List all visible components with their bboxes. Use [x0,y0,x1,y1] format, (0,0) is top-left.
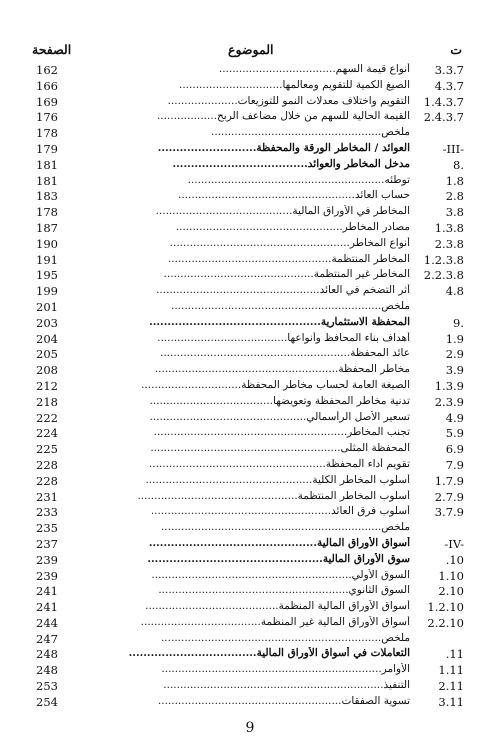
toc-entry-title: المخاطر غير المنتظمة............................................. [163,268,410,281]
toc-page-number: 239 [36,568,58,583]
toc-section-number: 8. [453,157,464,172]
toc-section-number: 3.11 [438,694,464,709]
toc-page-number: 204 [36,331,58,346]
toc-section-number: 2.11 [438,679,464,694]
toc-entry-title: أنواع المخاطر...................................................... [169,236,410,249]
toc-entry-title: أسواق الأوراق المالية غير المنظمة.................................... [140,615,410,628]
toc-entry-title: ملخص................................................... [211,126,410,139]
toc-row [28,157,468,173]
toc-row [28,678,468,694]
toc-entry-title: أسواق الأوراق المالية.............................................. [148,536,410,549]
toc-section-number: 1.11 [438,663,464,678]
toc-row [28,299,468,315]
toc-page-number: 181 [36,173,58,188]
toc-section-number: 2.2.3.8 [423,268,464,283]
toc-row [28,362,468,378]
toc-page-number: 191 [36,252,58,267]
toc-page-number: 181 [36,157,58,172]
toc-section-number: 4.3.7 [434,78,464,93]
toc-row [28,62,468,78]
toc-page-number: 228 [36,473,58,488]
toc-row [28,457,468,473]
toc-section-number: 6.9 [445,442,464,457]
toc-section-number: 2.3.9 [434,394,464,409]
toc-page-number: 218 [36,394,58,409]
toc-entry-title: الصيغة العامة لحساب مخاطر المحفظة.............................. [141,378,410,391]
toc-page-number: 199 [36,284,58,299]
toc-entry-title: الأوامر.................................................................. [161,663,410,676]
toc-page-number: 208 [36,363,58,378]
toc-section-number: 7.9 [445,457,464,472]
toc-entry-title: التنفيذ.................................................................. [163,679,410,692]
toc-section-number: 2.10 [438,584,464,599]
toc-section-number: 1.3.9 [434,378,464,393]
toc-row [28,615,468,631]
toc-entry-title: حساب العائد..................................................... [178,189,410,202]
toc-entry-title: أنواع قيمة السهم................................... [218,63,410,75]
toc-row [28,331,468,347]
toc-section-number: 3.7.9 [434,505,464,520]
toc-row [28,125,468,141]
toc-page-number: 228 [36,457,58,472]
toc-entry-title: تجنب المخاطر.......................................................... [153,426,410,439]
toc-section-number: 2.2.10 [427,615,464,630]
toc-row [28,283,468,299]
toc-page-number: 233 [36,505,58,520]
toc-page-number: 237 [36,536,58,551]
toc-section-number: 1.7.9 [434,473,464,488]
toc-entry-title: المخاطر المنتظمة................................................. [167,252,410,265]
toc-entry-title: سوق الأوراق المالية................................................ [147,552,410,565]
toc-row [28,536,468,552]
toc-rows [28,62,468,710]
toc-entry-title: ملخص............................................................... [170,299,410,312]
toc-page-number: 254 [36,694,58,709]
toc-page-number: 169 [36,94,58,109]
toc-section-number: 1.4.3.7 [423,94,464,109]
toc-section-number: 3.8 [445,205,464,220]
toc-row [28,520,468,536]
toc-row [28,378,468,394]
toc-page-number: 244 [36,615,58,630]
toc-page-number: 203 [36,315,58,330]
toc-row [28,568,468,584]
toc-section-number: -IV- [444,536,464,551]
toc-entry-title: المخاطر في الأوراق المالية......................................... [155,205,410,218]
toc-entry-title: أهداف بناء المحافظ وأنواعها....................................... [157,331,410,344]
number-column-header: ت [450,42,462,57]
toc-row [28,78,468,94]
toc-entry-title: تقويم أداء المحفظة..................................................... [148,457,410,470]
toc-section-number: 1.3.8 [434,220,464,235]
toc-page-number: 178 [36,205,58,220]
toc-entry-title: المحفظة الاستثمارية............................................... [149,315,410,328]
toc-row [28,473,468,489]
toc-page-number: 231 [36,489,58,504]
toc-row [28,410,468,426]
toc-entry-title: توطئه........................................................... [187,173,410,186]
toc-section-number: .10 [445,552,464,567]
toc-section-number: 5.9 [445,426,464,441]
toc-row [28,662,468,678]
page-number: 9 [245,720,255,736]
toc-row [28,141,468,157]
toc-section-number: 2.3.8 [434,236,464,251]
toc-row [28,204,468,220]
toc-row [28,694,468,710]
toc-entry-title: التقويم واختلاف معدلات النمو للتوزيعات..................... [167,94,410,107]
toc-entry-title: ملخص.................................................................. [160,521,410,534]
toc-page-number: 241 [36,584,58,599]
toc-page-number: 253 [36,679,58,694]
toc-page-number: 205 [36,347,58,362]
toc-row [28,504,468,520]
toc-row [28,267,468,283]
toc-section-number: 9. [453,315,464,330]
toc-section-number: 2.4.3.7 [423,110,464,125]
toc-row [28,552,468,568]
toc-entry-title: مصادر المخاطر.................................................. [175,220,410,233]
toc-row [28,252,468,268]
toc-entry-title: أسواق الأوراق المالية المنظمة........................................ [145,600,410,613]
toc-entry-title: ملخص.................................................................. [160,631,410,644]
toc-section-number: 4.8 [445,284,464,299]
toc-entry-title: الصيغ الكمية للتقويم ومعالمها............................... [179,78,410,91]
toc-row [28,188,468,204]
toc-page-number: 247 [36,631,58,646]
toc-page-number: 190 [36,236,58,251]
toc-entry-title: عائد المحفظة......................................................... [159,347,410,360]
toc-section-number: 1.9 [445,331,464,346]
toc-row [28,441,468,457]
toc-section-number: 3.3.7 [434,63,464,77]
toc-row [28,346,468,362]
toc-entry-title: أسلوب المخاطر الكلية.................................................. [145,473,410,486]
toc-page-number: 178 [36,126,58,141]
toc-section-number: 2.8 [445,189,464,204]
toc-entry-title: السوق الثانوي......................................................... [158,584,410,597]
toc-page-number: 195 [36,268,58,283]
toc-row [28,646,468,662]
toc-row [28,173,468,189]
toc-row [28,236,468,252]
toc-page-number: 248 [36,663,58,678]
toc-page-number: 162 [36,63,58,77]
toc-page-number: 235 [36,521,58,536]
toc-entry-title: العوائد / المخاطر الورقة والمحفظة........................... [157,141,410,154]
toc-section-number: .11 [445,647,464,662]
toc-section-number: 2.7.9 [434,489,464,504]
page-column-header: الصفحة [32,42,72,57]
toc-page-number: 222 [36,410,58,425]
toc-entry-title: القيمة الحالية للسهم من خلال مضاعف الربح.................. [156,110,410,123]
toc-section-number: 1.2.3.8 [423,252,464,267]
toc-row [28,315,468,331]
toc-section-number: 4.9 [445,410,464,425]
toc-section-number: -III- [442,141,464,156]
toc-row [28,394,468,410]
toc-page-number: 224 [36,426,58,441]
toc-section-number: 3.9 [445,363,464,378]
toc-entry-title: مخاطر المحفظة....................................................... [154,363,410,376]
toc-entry-title: تسوية الصفقات....................................................... [157,694,410,707]
toc-entry-title: أسلوب المخاطر المنتظمة................................................ [137,489,410,502]
toc-section-number: 1.10 [438,568,464,583]
title-column-header: الموضوع [228,42,274,57]
toc-page-number: 183 [36,189,58,204]
toc-entry-title: تسعير الأصل الرأسمالي............................................... [149,410,410,423]
table-of-contents [28,40,468,710]
toc-entry-title: أسلوب فرق العائد...................................................... [150,505,410,518]
toc-page-number: 176 [36,110,58,125]
toc-row [28,599,468,615]
toc-row [28,109,468,125]
toc-row [28,489,468,505]
toc-page-number: 241 [36,600,58,615]
toc-page-number: 187 [36,220,58,235]
toc-entry-title: المحفظة المثلى......................................................... [150,442,410,455]
toc-page-number: 179 [36,141,58,156]
toc-entry-title: تدنية مخاطر المحفظة وتعويضها..................................... [149,394,410,407]
toc-row [28,425,468,441]
toc-page-number: 201 [36,299,58,314]
toc-page-number: 248 [36,647,58,662]
toc-header [28,40,468,62]
toc-row [28,631,468,647]
toc-row [28,583,468,599]
toc-page-number: 225 [36,442,58,457]
toc-entry-title: السوق الأولي............................................................ [151,568,410,581]
toc-page-number: 212 [36,378,58,393]
toc-row [28,94,468,110]
toc-entry-title: مدخل المخاطر والعوائد..................................... [172,157,410,170]
toc-section-number: 1.2.10 [427,600,464,615]
toc-row [28,220,468,236]
toc-page-number: 239 [36,552,58,567]
toc-section-number: 1.8 [445,173,464,188]
toc-page-number: 166 [36,78,58,93]
toc-section-number: 2.9 [445,347,464,362]
toc-entry-title: أثر التضخم في العائد................................................. [156,284,410,297]
toc-entry-title: التعاملات في أسواق الأوراق المالية................................... [128,647,410,660]
